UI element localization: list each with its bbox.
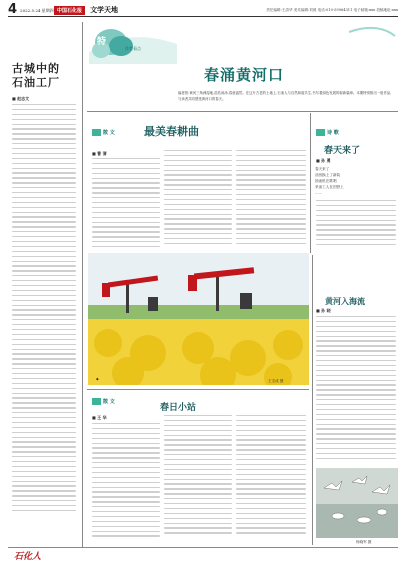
banner-label: 作者看点 (125, 46, 141, 51)
birds-photo-credit: 杨晓军 摄 (356, 540, 372, 544)
feature-title: 春涌黄河口 (204, 66, 285, 84)
title-line-2: 石油工厂 (12, 76, 60, 89)
bottom-divider (87, 389, 309, 390)
bottom-tag (92, 398, 115, 405)
bottom-body-col2 (164, 415, 232, 543)
section1-title: 最美春耕曲 (144, 125, 199, 138)
oilfield-photo-note: ◆ (96, 377, 99, 381)
bottom-title: 春日小站 (160, 403, 197, 413)
feature-divider (87, 111, 398, 112)
poem-lines (315, 166, 395, 196)
section1-body-col3 (236, 150, 306, 250)
poem-author: ■ 孙 勇 (316, 158, 331, 163)
section-name: 文学天地 (90, 5, 119, 14)
page-number: 4 (8, 2, 18, 17)
section1-tag (92, 129, 115, 136)
oilfield-photo (88, 253, 309, 385)
poem-line: 春天来了 (315, 167, 330, 171)
left-article-author: ■ 赵志文 (12, 96, 30, 101)
tag-marker-icon (92, 398, 101, 405)
poem-title: 春天来了 (324, 146, 361, 156)
left-article-title (12, 62, 76, 90)
bottom-body-col3 (236, 415, 306, 543)
left-article-body (12, 104, 76, 544)
tag-marker-icon (316, 129, 325, 136)
poem-line: 油田换上了新装 (315, 173, 341, 177)
feature-banner (87, 22, 398, 64)
poem-tag-label: 诗 歌 (327, 130, 339, 136)
right-lower-divider (312, 255, 313, 545)
side-section-author: ■ 孙 晓 (316, 308, 331, 313)
poem-line: …… (315, 191, 323, 195)
bottom-author: ■ 王 华 (92, 415, 107, 420)
side-section-body (316, 316, 396, 466)
page-header (8, 4, 398, 17)
tag-marker-icon (92, 129, 101, 136)
section1-body-col1 (92, 158, 160, 250)
editor-info: 责任编辑:王清华 美术编辑:刘晨 电话:010-59964311 电子邮箱:xxx 投稿地址:xxx (266, 7, 398, 12)
section1-tag-label: 散 文 (103, 130, 115, 136)
birds-photo (316, 468, 398, 538)
issue-date: 2022.5.24 星期四 (20, 7, 54, 13)
poem-line: 采油工人在田野上 (315, 185, 344, 189)
poem-body (316, 200, 396, 248)
banner-illustration (87, 22, 398, 64)
section1-author: ■ 曹 清 (92, 151, 107, 156)
footer-rule (8, 547, 398, 548)
footer-logo: 石化人 (14, 552, 42, 562)
poem-line: 抽油机在歌唱 (315, 179, 337, 183)
right-divider (310, 113, 311, 253)
bottom-tag-label: 散 文 (103, 399, 115, 405)
banner-glyph: 特 (97, 37, 107, 47)
section1-body-col2 (164, 150, 232, 250)
oilfield-scene (88, 253, 309, 385)
side-section-title: 黄河入海流 (325, 296, 365, 306)
birds-scene (316, 468, 398, 538)
column-divider (82, 22, 83, 547)
title-line-1: 古城中的 (12, 62, 60, 75)
newspaper-logo: 中国石化报 (54, 6, 85, 15)
feature-intro: 编者按:黄河三角洲湿地,浩浩汤汤,春意盎然。在这片古老的土地上,石油人与自然和谐共生,书写着绿色发展的崭新篇章。本期特别推出一组作品,与读者共同感受黄河口的春天。 (178, 91, 392, 101)
oilfield-photo-credit: 王宝成 摄 (268, 379, 284, 383)
poem-tag (316, 129, 339, 136)
bottom-body-col1 (92, 423, 160, 543)
